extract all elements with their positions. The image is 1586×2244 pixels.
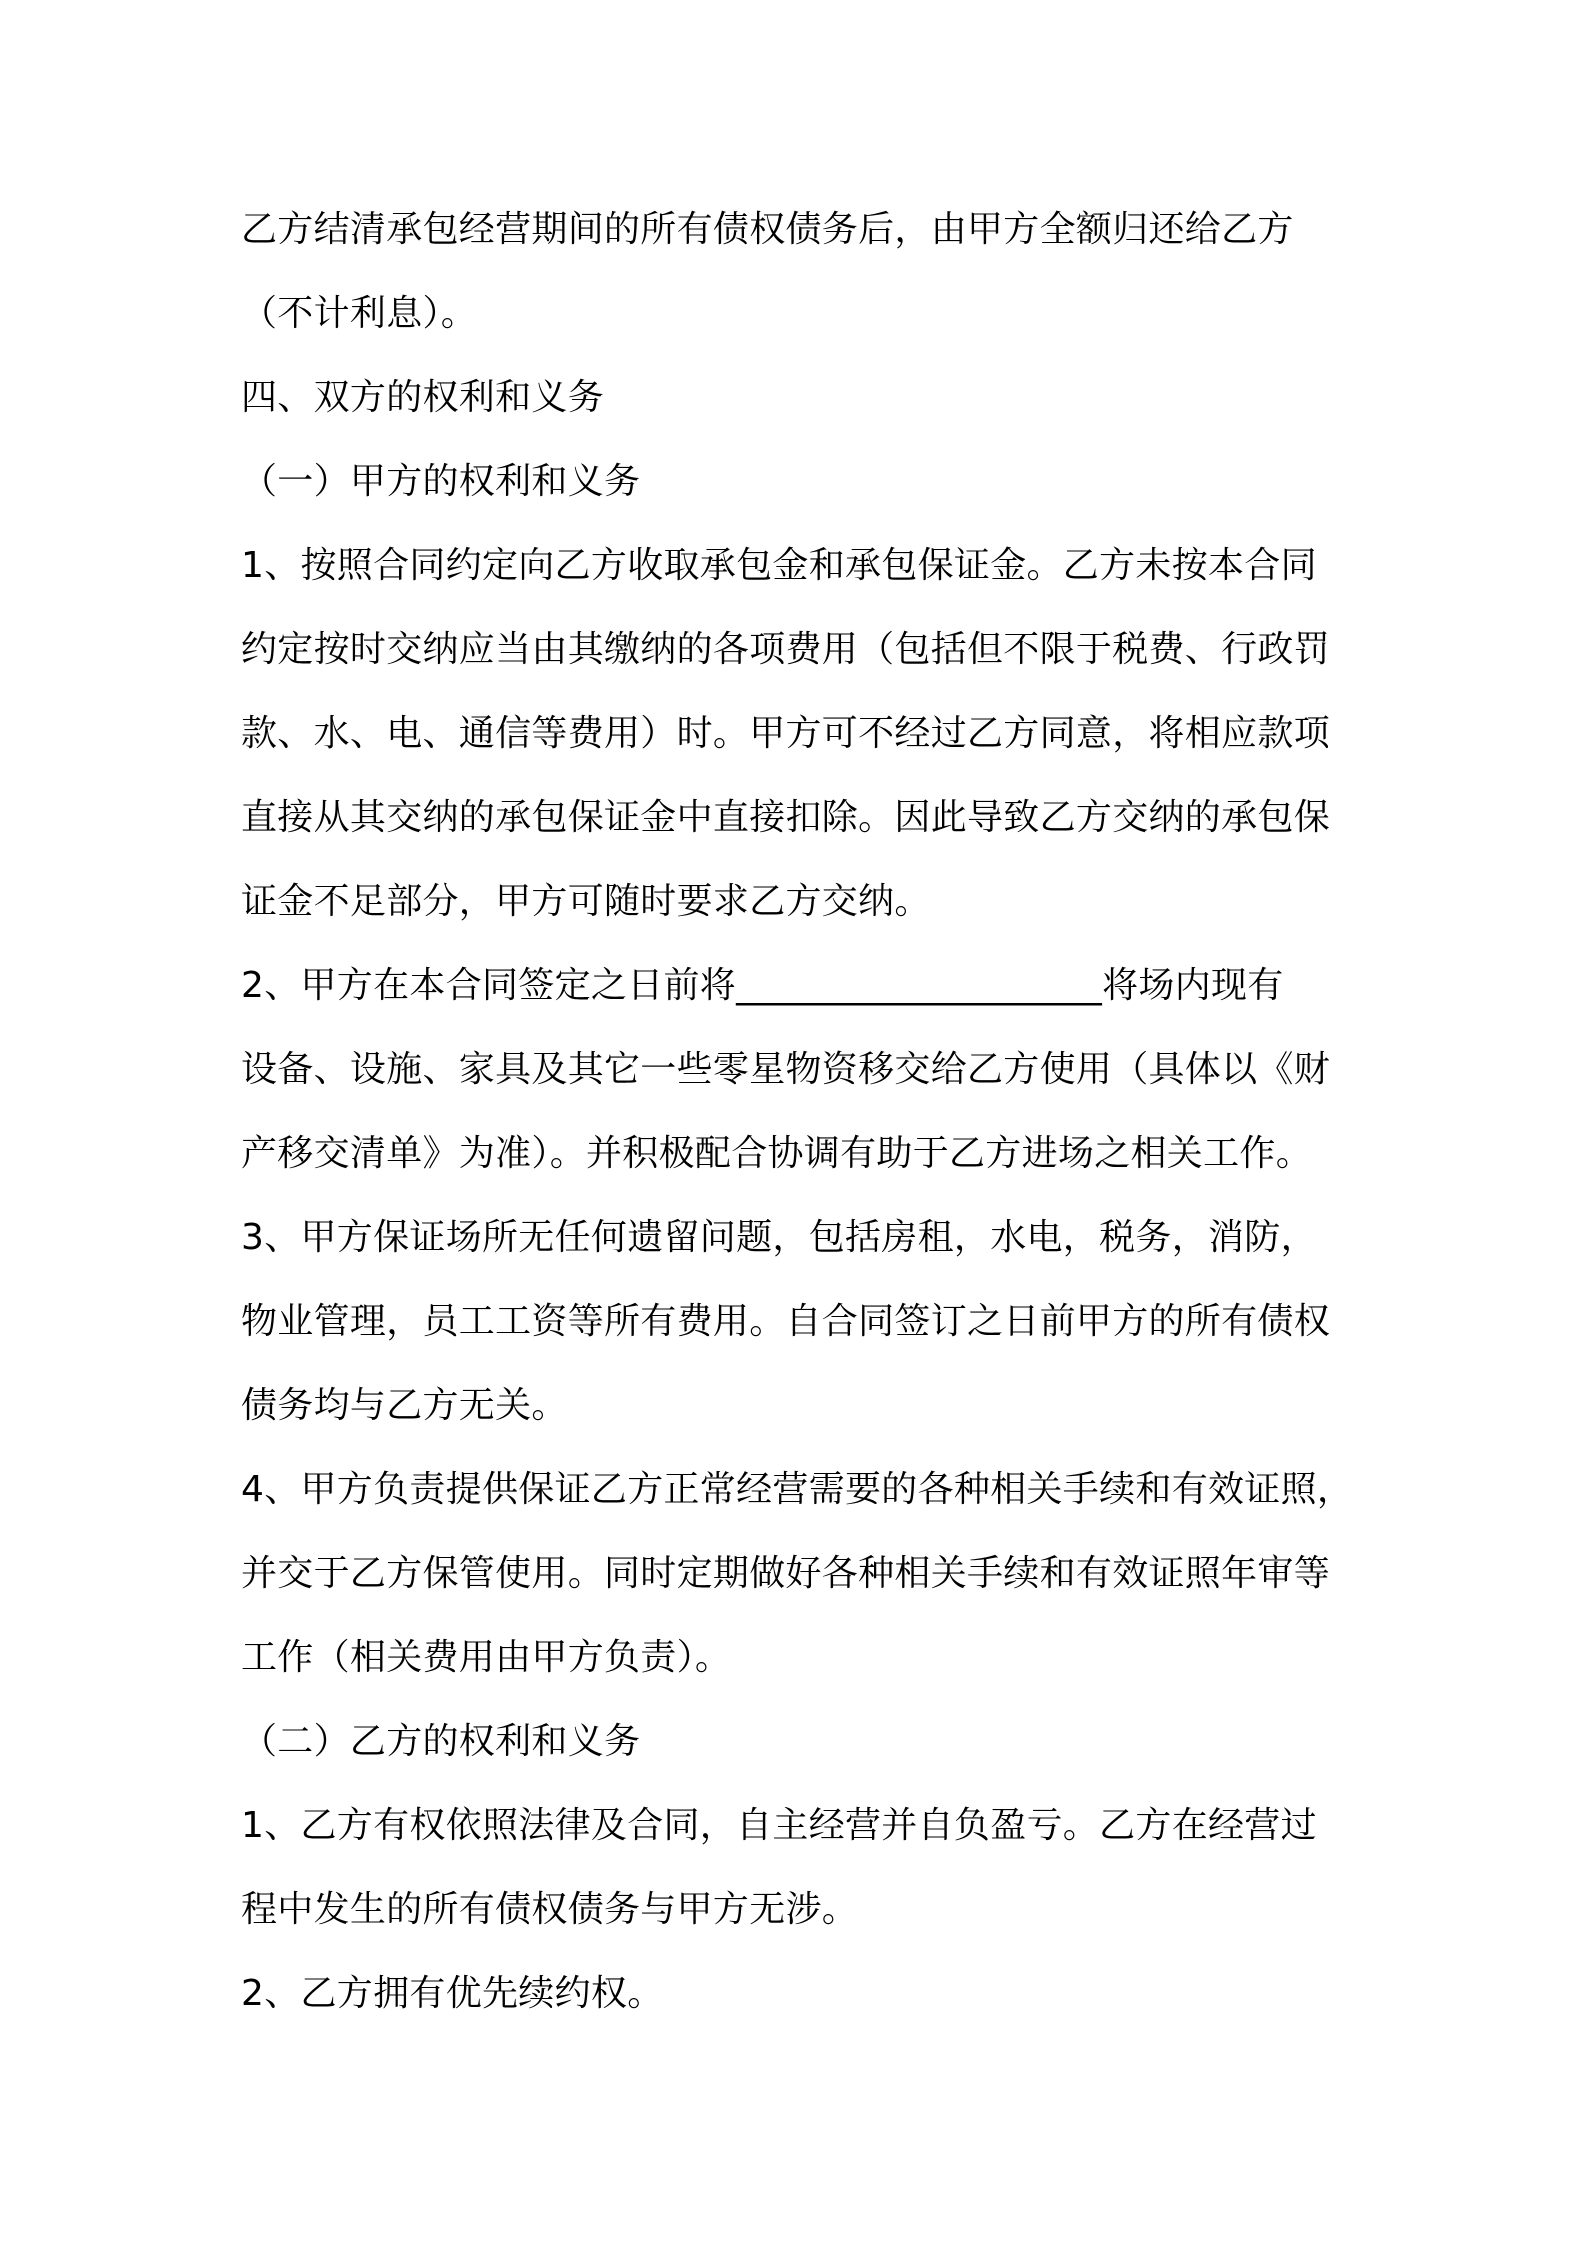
paragraph-line: 款、水、电、通信等费用）时。甲方可不经过乙方同意，将相应款项 [241, 713, 1331, 754]
paragraph-line: 乙方结清承包经营期间的所有债权债务后，由甲方全额归还给乙方 [241, 209, 1294, 250]
section-heading: 四、双方的权利和义务 [241, 377, 605, 418]
paragraph-line: 3、甲方保证场所无任何遗留问题，包括房租，水电，税务，消防， [241, 1217, 1317, 1258]
paragraph-line: 直接从其交纳的承包保证金中直接扣除。因此导致乙方交纳的承包保 [241, 797, 1331, 838]
paragraph-line: 债务均与乙方无关。 [241, 1385, 568, 1426]
paragraph-line: 工作（相关费用由甲方负责）。 [241, 1637, 732, 1678]
paragraph-line: 4、甲方负责提供保证乙方正常经营需要的各种相关手续和有效证照， [241, 1469, 1354, 1510]
paragraph-line: 设备、设施、家具及其它一些零星物资移交给乙方使用（具体以《财 [241, 1049, 1331, 1090]
paragraph-line: 并交于乙方保管使用。同时定期做好各种相关手续和有效证照年审等 [241, 1553, 1331, 1594]
paragraph-line: 产移交清单》为准）。并积极配合协调有助于乙方进场之相关工作。 [241, 1133, 1313, 1174]
paragraph-line: （不计利息）。 [241, 293, 478, 334]
paragraph-line: 物业管理，员工工资等所有费用。自合同签订之日前甲方的所有债权 [241, 1301, 1331, 1342]
paragraph-line: 约定按时交纳应当由其缴纳的各项费用（包括但不限于税费、行政罚 [241, 629, 1331, 670]
paragraph-line: 证金不足部分，甲方可随时要求乙方交纳。 [241, 881, 931, 922]
subsection-heading: （一）甲方的权利和义务 [241, 461, 641, 502]
paragraph-line: 2、甲方在本合同签定之日前将____________________将场内现有 [241, 965, 1284, 1006]
paragraph-line: 1、乙方有权依照法律及合同，自主经营并自负盈亏。乙方在经营过 [241, 1805, 1317, 1846]
subsection-heading: （二）乙方的权利和义务 [241, 1721, 641, 1762]
paragraph-line: 1、按照合同约定向乙方收取承包金和承包保证金。乙方未按本合同 [241, 545, 1317, 586]
paragraph-line: 程中发生的所有债权债务与甲方无涉。 [241, 1889, 859, 1930]
paragraph-line: 2、乙方拥有优先续约权。 [241, 1973, 664, 2014]
